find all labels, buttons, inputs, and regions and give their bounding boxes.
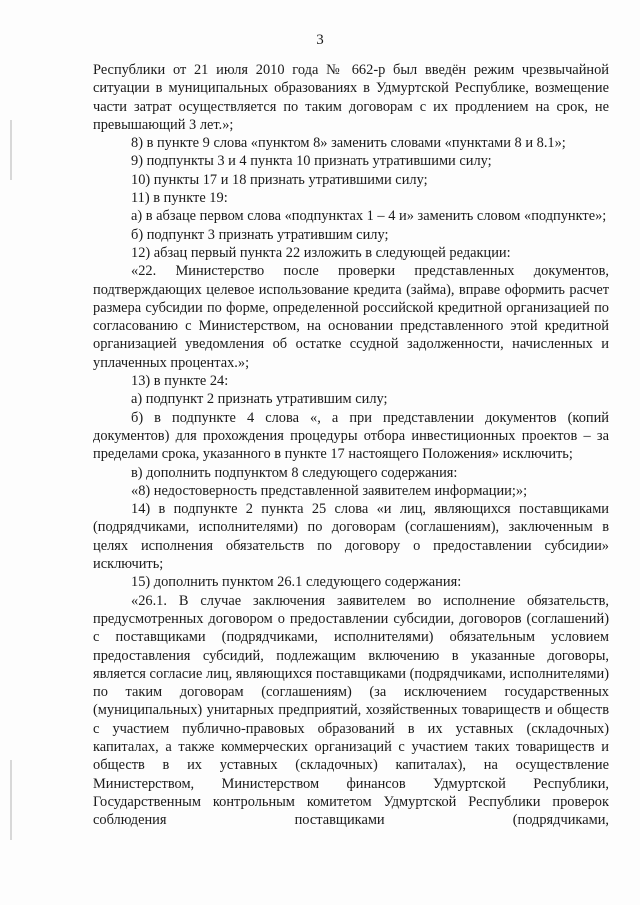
paragraph: 9) подпункты 3 и 4 пункта 10 признать утратившими силу; (131, 153, 492, 170)
paragraph: 11) в пункте 19: (131, 190, 228, 207)
paragraph: а) подпункт 2 признать утратившим силу; (131, 391, 388, 408)
paragraph: 8) в пункте 9 слова «пунктом 8» заменить словами «пунктами 8 и 8.1»; (131, 135, 566, 152)
paragraph: «8) недостоверность представленной заявителем информации;»; (131, 482, 528, 499)
paragraph: 15) дополнить пунктом 26.1 следующего содержания: (131, 574, 462, 591)
margin-scan-mark (10, 120, 12, 180)
paragraph: б) в подпункте 4 слова «, а при представлении документов (копий документов) для прохождения процедуры отбора инвестиционных проектов – за пределами срока, указанного в пункте 17 настоящего Положения» исключить; (93, 409, 609, 463)
paragraph: Республики от 21 июля 2010 года № 662-р был введён режим чрезвычайной ситуации в муниципальных образованиях в Удмуртской Республике, возмещение части затрат осуществляется по таким договорам с их продлением на срок, не превышающий 3 лет.»; (93, 62, 609, 133)
paragraph: в) дополнить подпунктом 8 следующего содержания: (131, 464, 458, 481)
paragraph: б) подпункт 3 признать утратившим силу; (131, 226, 389, 243)
paragraph: 10) пункты 17 и 18 признать утратившими силу; (131, 171, 428, 188)
paragraph: 12) абзац первый пункта 22 изложить в следующей редакции: (131, 244, 511, 261)
paragraph: а) в абзаце первом слова «подпунктах 1 – 4 и» заменить словом «подпункте»; (131, 208, 607, 225)
margin-scan-mark (10, 760, 12, 840)
paragraph: 13) в пункте 24: (131, 373, 229, 390)
document-body (93, 61, 609, 829)
paragraph: «22. Министерство после проверки представленных документов, подтверждающих целевое использование кредита (займа), вправе оформить расчет размера субсидии по форме, определенной российской кредитной организацией по согласованию с Министерством, на основании представленного этой кредитной организацией уведомления об остатке ссудной задолженности, начисленных и уплаченных процентах.»; (93, 263, 609, 371)
page-number: 3 (316, 32, 324, 48)
paragraph: «26.1. В случае заключения заявителем во исполнение обязательств, предусмотренных договором о предоставлении субсидии, договоров (соглашений) с поставщиками (подрядчиками, исполнителями) обязательным условием предоставления субсидий, подлежащим включению в указанные договоры, является согласие лиц, являющихся поставщиками (подрядчиками, исполнителями) по таким договорам (соглашениям) (за исключением государственных (муниципальных) унитарных предприятий, хозяйственных товариществ и обществ с участием публично-правовых образований в их уставных (складочных) капиталах, а также коммерческих организаций с участием таких товариществ и обществ в их уставных (складочных) капиталах), на осуществление Министерством, Министерством финансов Удмуртской Республики, Государственным контрольным комитетом Удмуртской Республики проверок соблюдения поставщиками (подрядчиками, (93, 592, 609, 829)
paragraph: 14) в подпункте 2 пункта 25 слова «и лиц, являющихся поставщиками (подрядчиками, исполнителями) по договорам (соглашениям), заключенным в целях исполнения обязательств по договору о предоставлении субсидии» исключить; (93, 501, 609, 573)
